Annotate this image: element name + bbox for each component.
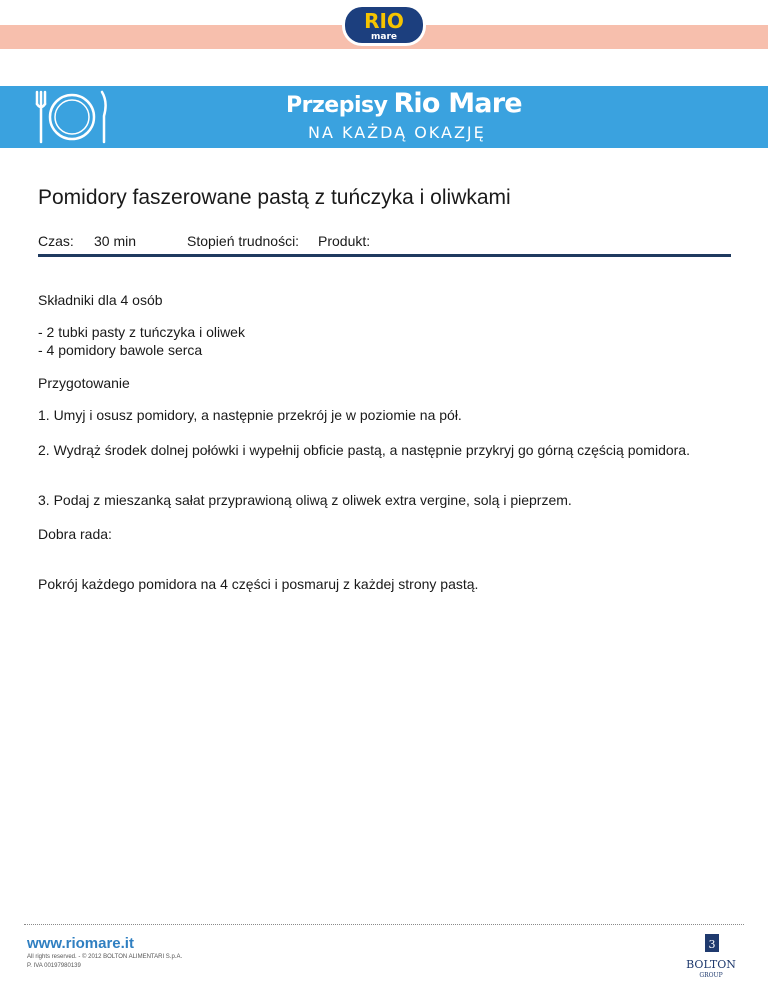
tip-text: Pokrój każdego pomidora na 4 części i posmaruj z każdej strony pastą. [38,576,479,592]
website-link[interactable]: www.riomare.it [27,935,134,952]
banner-title: Przepisy Rio Mare [286,88,522,119]
title-divider [38,254,731,257]
rio-mare-logo [341,3,427,47]
product-label: Produkt: [318,233,371,249]
svg-text:mare: mare [371,32,397,42]
svg-text:GROUP: GROUP [699,972,723,979]
recipe-title: Pomidory faszerowane pastą z tuńczyka i oliwkami [38,186,511,209]
vat-number: P. IVA 00197980139 [27,963,81,969]
footer-divider [24,924,744,925]
step-item: 2. Wydrąż środek dolnej połówki i wypełnij obficie pastą, a następnie przykryj go górną częścią pomidora. [38,442,690,458]
bolton-group-logo [680,932,742,990]
tip-heading: Dobra rada: [38,526,112,542]
banner-tagline: NA KAŻDĄ OKAZJĘ [308,123,486,142]
step-item: 1. Umyj i osusz pomidory, a następnie przekrój je w poziomie na pół. [38,407,462,423]
plate-cutlery-icon [32,88,112,146]
ingredients-heading: Składniki dla 4 osób [38,292,163,308]
step-item: 3. Podaj z mieszanką sałat przyprawioną oliwą z oliwek extra vergine, solą i pieprzem. [38,492,572,508]
svg-text:BOLTON: BOLTON [686,958,736,971]
difficulty-label: Stopień trudności: [187,233,300,249]
time-label: Czas: [38,233,74,249]
ingredient-item: - 4 pomidory bawole serca [38,342,203,358]
svg-text:3: 3 [708,938,716,951]
svg-text:RIO: RIO [364,9,404,33]
time-value: 30 min [94,233,137,249]
copyright-text: All rights reserved. - © 2012 BOLTON ALIMENTARI S.p.A. [27,954,183,960]
ingredient-item: - 2 tubki pasty z tuńczyka i oliwek [38,324,245,340]
preparation-heading: Przygotowanie [38,375,130,391]
